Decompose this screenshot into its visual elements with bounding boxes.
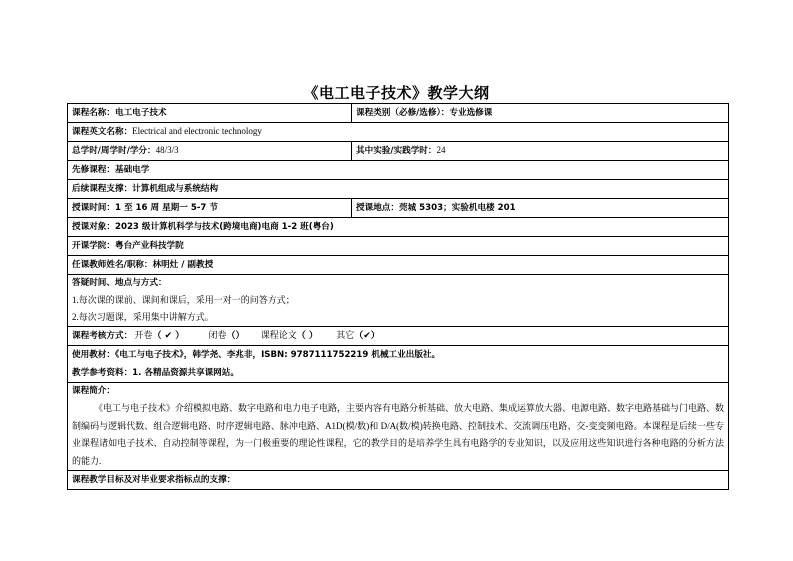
row-assessment [68, 327, 729, 346]
document-title: 《电工电子技术》教学大纲 [303, 84, 490, 102]
follow-up-label: 后续课程支撑： [72, 184, 133, 194]
lab-hours-label: 其中实验/实践学时： [356, 146, 437, 156]
row-schedule [68, 199, 729, 218]
prerequisite-label: 先修课程： [72, 165, 115, 175]
course-type-label: 课程类别（必修/选修）： [356, 108, 450, 118]
objectives-label: 课程教学目标及对毕业要求指标点的支撑： [72, 475, 236, 485]
row-audience [68, 218, 729, 237]
course-type-value: 专业选修课 [449, 108, 493, 118]
references-label: 教学参考资料： [72, 368, 133, 378]
row-follow-up [68, 180, 729, 199]
location-label: 授课地点： [356, 203, 399, 213]
college-label: 开课学院： [72, 241, 115, 251]
teacher-label: 任课教师姓名/职称： [72, 260, 153, 270]
schedule-value: 1 至 16 周 星期一 5-7 节 [114, 203, 218, 213]
teacher-value: 林明灶 / 副教授 [152, 260, 214, 270]
row-prerequisite [68, 161, 729, 180]
row-objectives [68, 471, 729, 490]
check-icon: （✔） [354, 331, 380, 341]
hours-label: 总学时/周学时/学分： [72, 146, 156, 156]
assessment-label: 课程考核方式： [72, 331, 133, 341]
assessment-option-other: 其它（✔） [336, 330, 380, 341]
row-english-name [68, 123, 729, 142]
cell-course-type [352, 104, 729, 123]
row-college [68, 237, 729, 256]
row-course-name [68, 104, 729, 123]
audience-label: 授课对象： [72, 222, 115, 232]
row-qa [68, 275, 729, 327]
row-intro [68, 383, 729, 471]
references-value: 1. 各精品资源共享课网站。 [132, 368, 239, 378]
audience-value: 2023 级计算机科学与技术(跨境电商)电商 1-2 班(粤台) [114, 222, 334, 232]
syllabus-table [67, 103, 729, 490]
course-name-value: 电工电子技术 [114, 108, 167, 118]
check-icon: （ ✔ ） [152, 331, 185, 341]
row-hours [68, 142, 729, 161]
intro-text: 《电工与电子技术》介绍模拟电路、数字电路和电力电子电路，主要内容有电路分析基础、放大电路、集成运算放大器、电源电路、数字电路基础与门电路、数制编码与逻辑代数、组合逻辑电路、时序逻辑电路、脉冲电路、A1D(模/数)和 D/A(数/模)转换电路、控制技术、交流调压电路、交-变变频电路。本课程是后续一些专业课程诸如电子技术、自动控制等课程，为一门极重要的理论性课程，它的教学目的是培养学生具有电路学的专业知识，以及应用这些知识进行各种电路的分析方法的能力. [72, 403, 725, 466]
qa-label: 答疑时间、地点与方式： [72, 278, 167, 288]
lab-hours-value: 24 [436, 145, 446, 155]
textbook-label: 使用教材： [72, 350, 115, 360]
college-value: 粤台产业科技学院 [114, 241, 184, 251]
prerequisite-value: 基础电学 [114, 165, 150, 175]
cell-course-name [68, 104, 352, 123]
hours-value: 48/3/3 [155, 145, 179, 155]
assessment-option-paper: 课程论文（ ） [260, 330, 318, 341]
row-materials [68, 346, 729, 383]
english-name-value: Electrical and electronic technology [132, 126, 262, 136]
qa-item: 2.每次习题课，采用集中讲解方式。 [72, 312, 214, 322]
course-name-label: 课程名称： [72, 108, 115, 118]
schedule-label: 授课时间： [72, 203, 115, 213]
qa-item: 1.每次课的课前、课间和课后，采用一对一的问答方式； [72, 295, 295, 305]
assessment-option-closed-book: 闭卷（） [208, 330, 245, 341]
follow-up-value: 计算机组成与系统结构 [132, 184, 219, 194]
location-value: 莞城 5303；实验机电楼 201 [398, 203, 516, 213]
assessment-option-open-book: 开卷（ ✔ ） [134, 330, 185, 341]
row-teacher [68, 256, 729, 275]
intro-label: 课程简介： [72, 386, 115, 396]
english-name-label: 课程英文名称： [72, 127, 133, 137]
textbook-value: 《电工与电子技术》，韩学尧、李兆非，ISBN: 9787111752219 机械工业出版社。 [114, 350, 441, 360]
